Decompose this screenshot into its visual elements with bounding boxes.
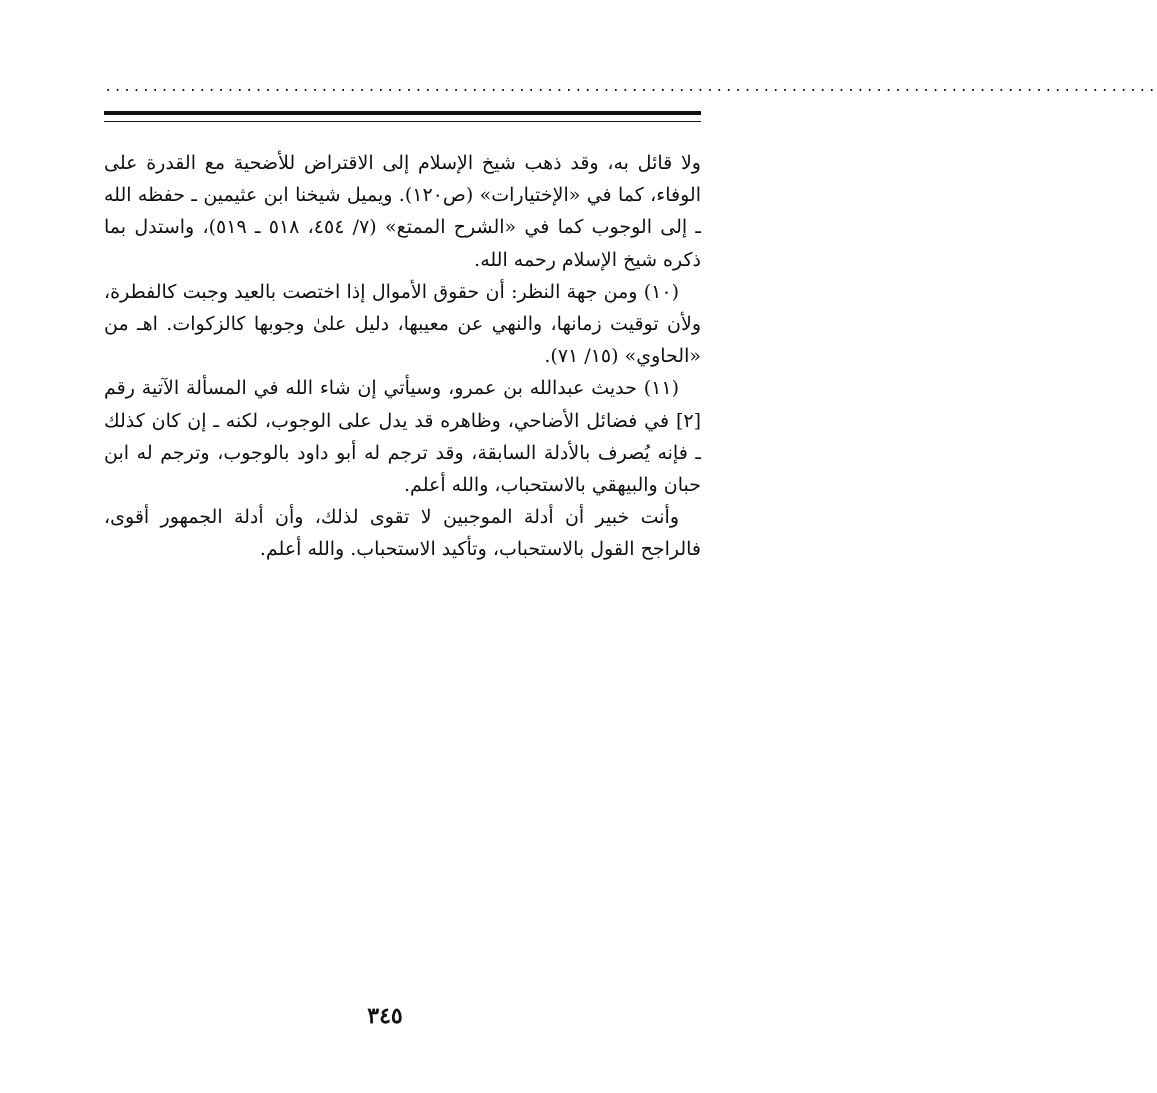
header-dotted-rule: ................................................................................................................: [104, 80, 1157, 96]
paragraph-conclusion: وأنت خبير أن أدلة الموجبين لا تقوى لذلك، وأن أدلة الجمهور أقوى، فالراجح القول بالاستحباب، وتأكيد الاستحباب. والله أعلم.: [104, 506, 701, 561]
page-number: ٣٤٥: [367, 1003, 403, 1029]
header-thick-rule: [104, 111, 701, 115]
header-thin-rule: [104, 121, 701, 122]
footnote-body: [104, 147, 701, 566]
paragraph-continuation: ولا قائل به، وقد ذهب شيخ الإسلام إلى الاقتراض للأضحية مع القدرة على الوفاء، كما في «الإختيارات» (ص١٢٠). ويميل شيخنا ابن عثيمين ـ حفظه الله ـ إلى الوجوب كما في «الشرح الممتع» (٧/ ٤٥٤، ٥١٨ ـ ٥١٩)، واستدل بما ذكره شيخ الإسلام رحمه الله.: [104, 152, 701, 271]
paragraph-footnote-11: (١١) حديث عبدالله بن عمرو، وسيأتي إن شاء الله في المسألة الآتية رقم [٢] في فضائل الأضاحي، وظاهره قد يدل على الوجوب، لكنه ـ إن كان كذلك ـ فإنه يُصرف بالأدلة السابقة، وقد ترجم له أبو داود بالوجوب، وترجم له ابن حبان والبيهقي بالاستحباب، والله أعلم.: [104, 377, 701, 497]
paragraph-footnote-10: (١٠) ومن جهة النظر: أن حقوق الأموال إذا اختصت بالعيد وجبت كالفطرة، ولأن توقيت زمانها، والنهي عن معيبها، دليل علىٰ وجوبها كالزكوات. اهـ من «الحاوي» (١٥/ ٧١).: [104, 280, 701, 368]
